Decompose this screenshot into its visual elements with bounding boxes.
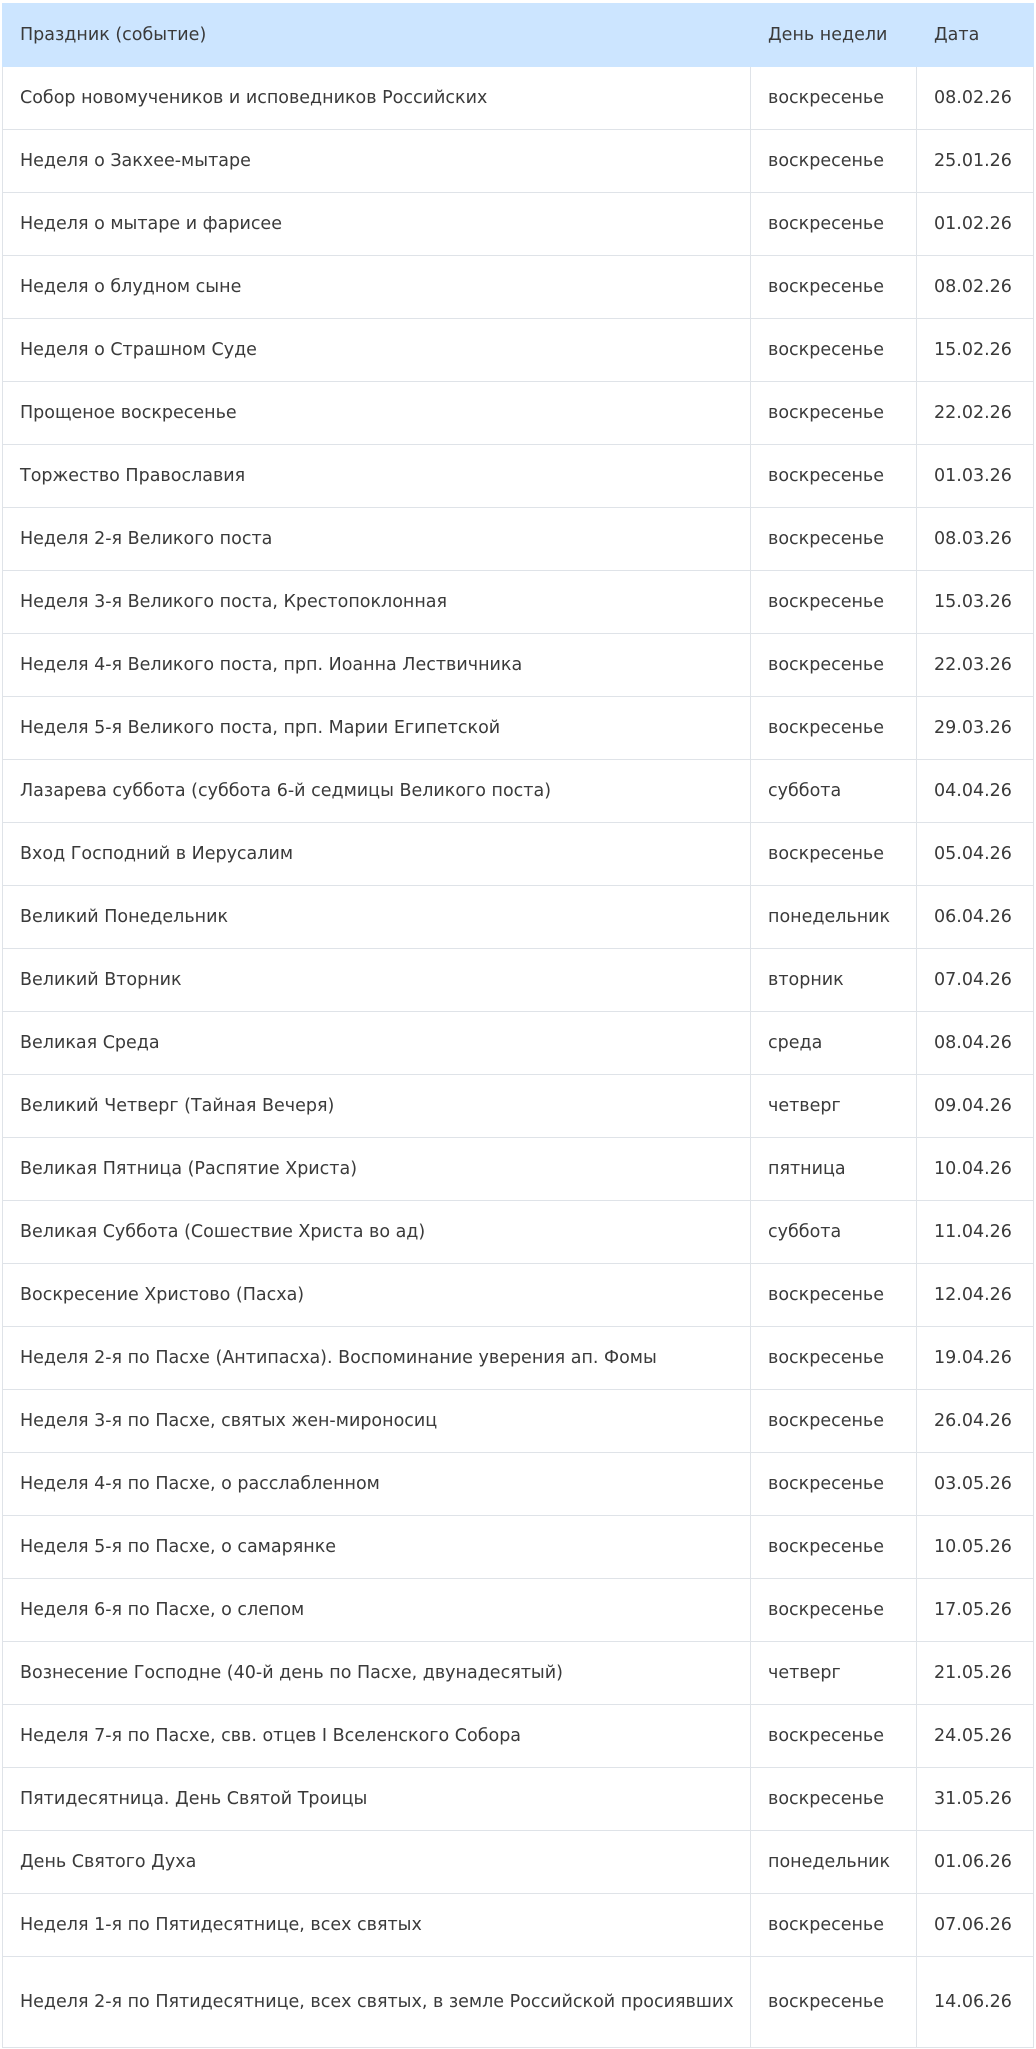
event-cell: Неделя 5-я Великого поста, прп. Марии Египетской bbox=[3, 697, 751, 760]
event-cell: Неделя 7-я по Пасхе, свв. отцев I Вселенского Собора bbox=[3, 1705, 751, 1768]
event-cell: Неделя 4-я Великого поста, прп. Иоанна Лествичника bbox=[3, 634, 751, 697]
table-header bbox=[3, 4, 1034, 67]
date-cell: 22.02.26 bbox=[917, 382, 1034, 445]
day-cell: пятница bbox=[751, 1138, 917, 1201]
day-cell: воскресенье bbox=[751, 823, 917, 886]
event-cell: Великий Вторник bbox=[3, 949, 751, 1012]
table-row bbox=[3, 760, 1034, 823]
date-cell: 26.04.26 bbox=[917, 1390, 1034, 1453]
table-row bbox=[3, 1957, 1034, 2048]
date-cell: 15.02.26 bbox=[917, 319, 1034, 382]
table-row bbox=[3, 1264, 1034, 1327]
table-row bbox=[3, 1642, 1034, 1705]
table-row bbox=[3, 949, 1034, 1012]
table-row bbox=[3, 445, 1034, 508]
date-cell: 10.05.26 bbox=[917, 1516, 1034, 1579]
table-row bbox=[3, 130, 1034, 193]
event-cell: Неделя о Закхее-мытаре bbox=[3, 130, 751, 193]
date-cell: 25.01.26 bbox=[917, 130, 1034, 193]
day-cell: воскресенье bbox=[751, 1264, 917, 1327]
event-cell: Неделя о Страшном Суде bbox=[3, 319, 751, 382]
day-cell: воскресенье bbox=[751, 571, 917, 634]
day-cell: среда bbox=[751, 1012, 917, 1075]
table-row bbox=[3, 1768, 1034, 1831]
day-cell: воскресенье bbox=[751, 697, 917, 760]
event-cell: Неделя о блудном сыне bbox=[3, 256, 751, 319]
day-cell: воскресенье bbox=[751, 319, 917, 382]
date-cell: 05.04.26 bbox=[917, 823, 1034, 886]
table-row bbox=[3, 571, 1034, 634]
day-cell: воскресенье bbox=[751, 445, 917, 508]
date-cell: 17.05.26 bbox=[917, 1579, 1034, 1642]
date-cell: 22.03.26 bbox=[917, 634, 1034, 697]
day-cell: воскресенье bbox=[751, 1894, 917, 1957]
event-cell: Великий Понедельник bbox=[3, 886, 751, 949]
date-cell: 04.04.26 bbox=[917, 760, 1034, 823]
event-cell: Великая Суббота (Сошествие Христа во ад) bbox=[3, 1201, 751, 1264]
day-cell: воскресенье bbox=[751, 130, 917, 193]
day-cell: воскресенье bbox=[751, 193, 917, 256]
event-cell: Вход Господний в Иерусалим bbox=[3, 823, 751, 886]
table-row bbox=[3, 1453, 1034, 1516]
event-cell: Неделя 2-я Великого поста bbox=[3, 508, 751, 571]
event-cell: Неделя 2-я по Пятидесятнице, всех святых, в земле Российской просиявших bbox=[3, 1957, 751, 2048]
holidays-table-container bbox=[2, 3, 1033, 2048]
event-cell: Вознесение Господне (40-й день по Пасхе, двунадесятый) bbox=[3, 1642, 751, 1705]
event-cell: Прощеное воскресенье bbox=[3, 382, 751, 445]
table-row bbox=[3, 1579, 1034, 1642]
date-cell: 12.04.26 bbox=[917, 1264, 1034, 1327]
table-row bbox=[3, 193, 1034, 256]
day-cell: воскресенье bbox=[751, 634, 917, 697]
event-cell: Неделя 6-я по Пасхе, о слепом bbox=[3, 1579, 751, 1642]
day-cell: воскресенье bbox=[751, 1768, 917, 1831]
table-row bbox=[3, 823, 1034, 886]
table-row bbox=[3, 1831, 1034, 1894]
header-event: Праздник (событие) bbox=[3, 4, 751, 67]
header-date: Дата bbox=[917, 4, 1034, 67]
table-row bbox=[3, 508, 1034, 571]
date-cell: 08.03.26 bbox=[917, 508, 1034, 571]
table-row bbox=[3, 1516, 1034, 1579]
event-cell: Неделя 1-я по Пятидесятнице, всех святых bbox=[3, 1894, 751, 1957]
day-cell: воскресенье bbox=[751, 1453, 917, 1516]
table-row bbox=[3, 1894, 1034, 1957]
date-cell: 15.03.26 bbox=[917, 571, 1034, 634]
table-row bbox=[3, 319, 1034, 382]
event-cell: Пятидесятница. День Святой Троицы bbox=[3, 1768, 751, 1831]
date-cell: 08.04.26 bbox=[917, 1012, 1034, 1075]
table-row bbox=[3, 1075, 1034, 1138]
day-cell: воскресенье bbox=[751, 508, 917, 571]
date-cell: 07.06.26 bbox=[917, 1894, 1034, 1957]
date-cell: 08.02.26 bbox=[917, 256, 1034, 319]
table-row bbox=[3, 886, 1034, 949]
table-row bbox=[3, 1138, 1034, 1201]
event-cell: Великая Пятница (Распятие Христа) bbox=[3, 1138, 751, 1201]
event-cell: Великая Среда bbox=[3, 1012, 751, 1075]
day-cell: суббота bbox=[751, 1201, 917, 1264]
table-row bbox=[3, 1327, 1034, 1390]
event-cell: Воскресение Христово (Пасха) bbox=[3, 1264, 751, 1327]
table-row bbox=[3, 256, 1034, 319]
date-cell: 10.04.26 bbox=[917, 1138, 1034, 1201]
day-cell: четверг bbox=[751, 1642, 917, 1705]
day-cell: воскресенье bbox=[751, 1957, 917, 2048]
date-cell: 01.06.26 bbox=[917, 1831, 1034, 1894]
day-cell: четверг bbox=[751, 1075, 917, 1138]
header-row bbox=[3, 4, 1034, 67]
table-row bbox=[3, 697, 1034, 760]
day-cell: воскресенье bbox=[751, 67, 917, 130]
date-cell: 08.02.26 bbox=[917, 67, 1034, 130]
day-cell: вторник bbox=[751, 949, 917, 1012]
table-row bbox=[3, 382, 1034, 445]
table-row bbox=[3, 1201, 1034, 1264]
event-cell: Собор новомучеников и исповедников Российских bbox=[3, 67, 751, 130]
event-cell: Неделя 4-я по Пасхе, о расслабленном bbox=[3, 1453, 751, 1516]
day-cell: воскресенье bbox=[751, 1705, 917, 1768]
holidays-table bbox=[2, 3, 1034, 2048]
day-cell: понедельник bbox=[751, 1831, 917, 1894]
date-cell: 21.05.26 bbox=[917, 1642, 1034, 1705]
date-cell: 01.03.26 bbox=[917, 445, 1034, 508]
day-cell: воскресенье bbox=[751, 1579, 917, 1642]
day-cell: понедельник bbox=[751, 886, 917, 949]
table-row bbox=[3, 1012, 1034, 1075]
date-cell: 07.04.26 bbox=[917, 949, 1034, 1012]
date-cell: 14.06.26 bbox=[917, 1957, 1034, 2048]
date-cell: 01.02.26 bbox=[917, 193, 1034, 256]
event-cell: Торжество Православия bbox=[3, 445, 751, 508]
date-cell: 03.05.26 bbox=[917, 1453, 1034, 1516]
day-cell: воскресенье bbox=[751, 1327, 917, 1390]
table-row bbox=[3, 1390, 1034, 1453]
day-cell: воскресенье bbox=[751, 256, 917, 319]
day-cell: воскресенье bbox=[751, 1516, 917, 1579]
day-cell: воскресенье bbox=[751, 1390, 917, 1453]
date-cell: 11.04.26 bbox=[917, 1201, 1034, 1264]
event-cell: Лазарева суббота (суббота 6-й седмицы Великого поста) bbox=[3, 760, 751, 823]
date-cell: 19.04.26 bbox=[917, 1327, 1034, 1390]
header-weekday: День недели bbox=[751, 4, 917, 67]
date-cell: 24.05.26 bbox=[917, 1705, 1034, 1768]
event-cell: Неделя 3-я Великого поста, Крестопоклонная bbox=[3, 571, 751, 634]
table-row bbox=[3, 67, 1034, 130]
event-cell: Неделя о мытаре и фарисее bbox=[3, 193, 751, 256]
table-row bbox=[3, 1705, 1034, 1768]
date-cell: 29.03.26 bbox=[917, 697, 1034, 760]
event-cell: Неделя 5-я по Пасхе, о самарянке bbox=[3, 1516, 751, 1579]
event-cell: Неделя 3-я по Пасхе, святых жен-мироносиц bbox=[3, 1390, 751, 1453]
day-cell: воскресенье bbox=[751, 382, 917, 445]
event-cell: Великий Четверг (Тайная Вечеря) bbox=[3, 1075, 751, 1138]
event-cell: День Святого Духа bbox=[3, 1831, 751, 1894]
date-cell: 06.04.26 bbox=[917, 886, 1034, 949]
table-row bbox=[3, 634, 1034, 697]
event-cell: Неделя 2-я по Пасхе (Антипасха). Воспоминание уверения ап. Фомы bbox=[3, 1327, 751, 1390]
date-cell: 09.04.26 bbox=[917, 1075, 1034, 1138]
date-cell: 31.05.26 bbox=[917, 1768, 1034, 1831]
table-body bbox=[3, 67, 1034, 2048]
day-cell: суббота bbox=[751, 760, 917, 823]
